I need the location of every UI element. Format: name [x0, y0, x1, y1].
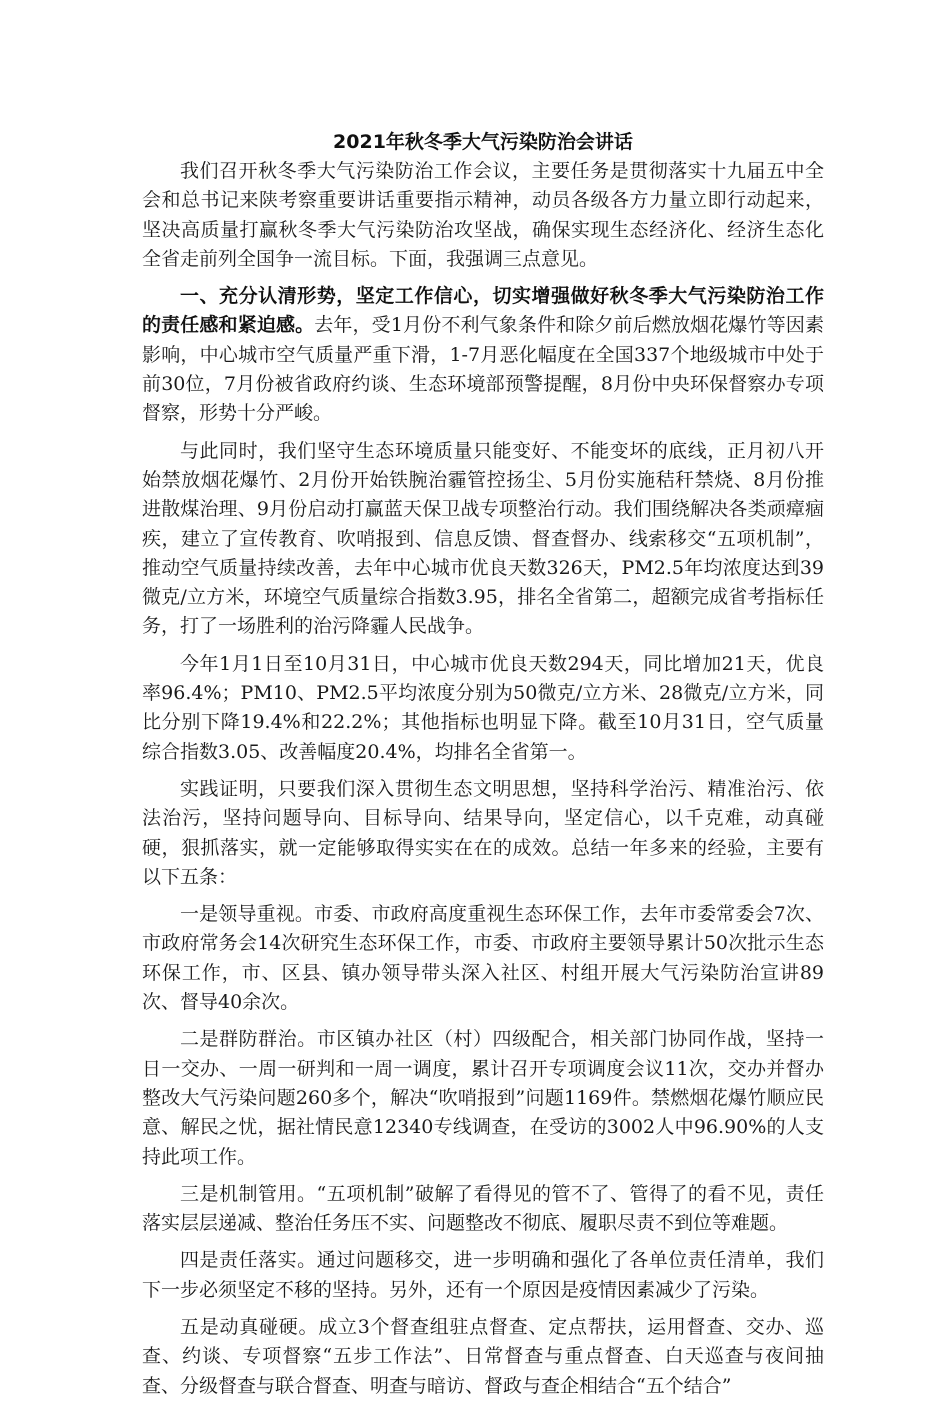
- paragraph-text: 去年，受1月份不利气象条件和除夕前后燃放烟花爆竹等因素影响，中心城市空气质量严重下滑，1-7月恶化幅度在全国337个地级城市中处于前30位，7月份被省政府约谈、生态环境部预警提醒，8月份中央环保督察办专项督察，形势十分严峻。: [142, 314, 824, 425]
- paragraph: [142, 1246, 824, 1305]
- paragraph: [142, 775, 824, 892]
- paragraph: [142, 157, 824, 274]
- section-heading: 一、充分认清形势，坚定工作信心，切实增强做好秋冬季大气污染防治工作的责任感和紧迫感。: [142, 285, 824, 337]
- paragraph-text: 四是责任落实。通过问题移交，进一步明确和强化了各单位责任清单，我们下一步必须坚定不移的坚持。另外，还有一个原因是疫情因素减少了污染。: [142, 1249, 824, 1301]
- paragraph: [142, 437, 824, 642]
- paragraph: [142, 900, 824, 1017]
- paragraph-text: 二是群防群治。市区镇办社区（村）四级配合，相关部门协同作战，坚持一日一交办、一周一研判和一周一调度，累计召开专项调度会议11次，交办并督办整改大气污染问题260多个，解决“吹哨报到”问题1169件。禁燃烟花爆竹顺应民意、解民之忧，据社情民意12340专线调查，在受访的3002人中96.90%的人支持此项工作。: [142, 1028, 824, 1168]
- paragraph: [142, 650, 824, 767]
- paragraph-text: 我们召开秋冬季大气污染防治工作会议，主要任务是贯彻落实十九届五中全会和总书记来陕考察重要讲话重要指示精神，动员各级各方力量立即行动起来，坚决高质量打赢秋冬季大气污染防治攻坚战，确保实现生态经济化、经济生态化全省走前列全国争一流目标。下面，我强调三点意见。: [142, 160, 824, 270]
- paragraph-text: 五是动真碰硬。成立3个督查组驻点督查、定点帮扶，运用督查、交办、巡查、约谈、专项督察“五步工作法”、日常督查与重点督查、白天巡查与夜间抽查、分级督查与联合督查、明查与暗访、督政与查企相结合“五个结合”: [142, 1315, 824, 1397]
- paragraph-text: 三是机制管用。“五项机制”破解了看得见的管不了、管得了的看不见，责任落实层层递减、整治任务压不实、问题整改不彻底、履职尽责不到位等难题。: [142, 1182, 824, 1235]
- paragraph: [142, 1180, 824, 1239]
- paragraph-text: 实践证明，只要我们深入贯彻生态文明思想，坚持科学治污、精准治污、依法治污，坚持问题导向、目标导向、结果导向，坚定信心，以千克难，动真碰硬，狠抓落实，就一定能够取得实实在在的成效。总结一年多来的经验，主要有以下五条：: [142, 777, 824, 888]
- document-body: [142, 128, 824, 1409]
- paragraph-text: 与此同时，我们坚守生态环境质量只能变好、不能变坏的底线，正月初八开始禁放烟花爆竹、2月份开始铁腕治霾管控扬尘、5月份实施秸秆禁烧、8月份推进散煤治理、9月份启动打赢蓝天保卫战专项整治行动。我们围绕解决各类顽瘴痼疾，建立了宣传教育、吹哨报到、信息反馈、督查督办、线索移交“五项机制”，推动空气质量持续改善，去年中心城市优良天数326天，PM2.5年均浓度达到39微克/立方米，环境空气质量综合指数3.95，排名全省第二，超额完成省考指标任务，打了一场胜利的治污降霾人民战争。: [142, 439, 824, 638]
- paragraph-text: 一是领导重视。市委、市政府高度重视生态环保工作，去年市委常委会7次、市政府常务会14次研究生态环保工作，市委、市政府主要领导累计50次批示生态环保工作，市、区县、镇办领导带头深入社区、村组开展大气污染防治宣讲89次、督导40余次。: [142, 903, 824, 1014]
- paragraph-text: 今年1月1日至10月31日，中心城市优良天数294天，同比增加21天，优良率96.4%；PM10、PM2.5平均浓度分别为50微克/立方米、28微克/立方米，同比分别下降19.4%和22.2%；其他指标也明显下降。截至10月31日，空气质量综合指数3.05、改善幅度20.4%，均排名全省第一。: [142, 652, 824, 763]
- paragraph: [142, 1025, 824, 1171]
- paragraph: [142, 1313, 824, 1401]
- paragraph: [142, 282, 824, 428]
- document-title: 2021年秋冬季大气污染防治会讲话: [333, 131, 633, 153]
